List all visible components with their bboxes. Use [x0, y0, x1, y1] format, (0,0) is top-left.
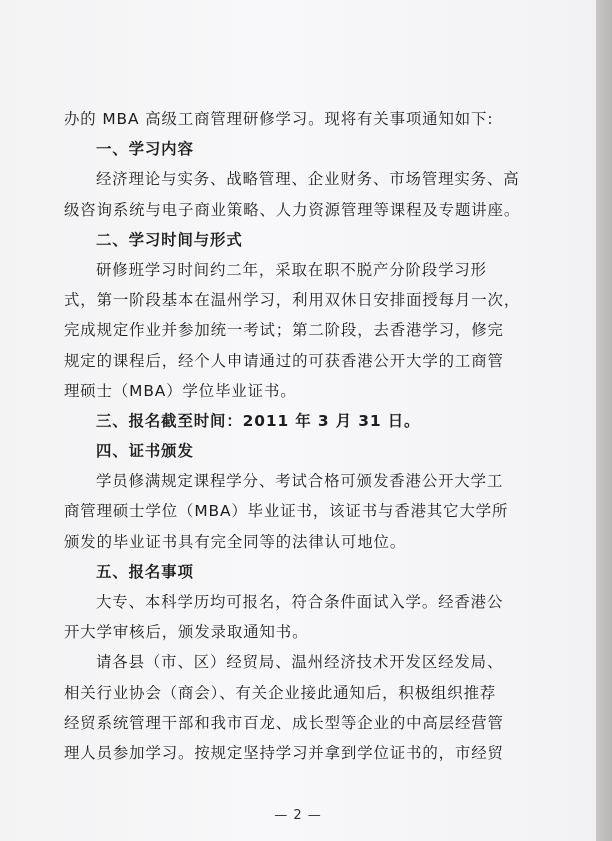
page-number: — 2 —: [274, 808, 322, 823]
scan-edge-shadow: [596, 0, 612, 841]
paragraph-line: 理人员参加学习。按规定坚持学习并拿到学位证书的，市经贸: [64, 743, 504, 762]
section-heading: 二、学习时间与形式: [96, 230, 243, 249]
paragraph-line: 办的 MBA 高级工商管理研修学习。现将有关事项通知如下:: [64, 110, 494, 128]
paragraph-line: 经贸系统管理干部和我市百龙、成长型等企业的中高层经营管: [64, 713, 504, 732]
paragraph-line: 经济理论与实务、战略管理、企业财务、市场管理实务、高: [96, 170, 520, 189]
paragraph-line: 研修班学习时间约二年，采取在职不脱产分阶段学习形: [96, 260, 487, 279]
paragraph-line: 级咨询系统与电子商业策略、人力资源管理等课程及专题讲座。: [64, 200, 521, 219]
paragraph-line: 请各县（市、区）经贸局、温州经济技术开发区经发局、: [96, 653, 504, 672]
section-heading: 一、学习内容: [96, 140, 194, 159]
paragraph-line: 完成规定作业并参加统一考试；第二阶段，去香港学习，修完: [64, 321, 504, 340]
paragraph-line: 相关行业协会（商会）、有关企业接此通知后，积极组织推荐: [64, 683, 497, 702]
paragraph-line: 商管理硕士学位（MBA）毕业证书，该证书与香港其它大学所: [64, 502, 509, 521]
section-heading: 四、证书颁发: [96, 442, 194, 461]
paragraph-line: 颁发的毕业证书具有完全同等的法律认可地位。: [64, 532, 407, 551]
paragraph-line: 理硕士（MBA）学位毕业证书。: [64, 381, 297, 400]
paragraph-line: 大专、本科学历均可报名，符合条件面试入学。经香港公: [96, 593, 504, 611]
paragraph-line: 开大学审核后，颁发录取通知书。: [64, 623, 309, 642]
paragraph-line: 式，第一阶段基本在温州学习，利用双休日安排面授每月一次，: [64, 291, 521, 310]
document-body: [64, 104, 544, 768]
paragraph-line: 规定的课程后，经个人申请通过的可获香港公开大学的工商管: [64, 351, 504, 370]
section-heading: 五、报名事项: [96, 562, 194, 581]
section-heading: 三、报名截至时间：2011 年 3 月 31 日。: [96, 411, 421, 430]
paragraph-line: 学员修满规定课程学分、考试合格可颁发香港公开大学工: [96, 472, 504, 491]
